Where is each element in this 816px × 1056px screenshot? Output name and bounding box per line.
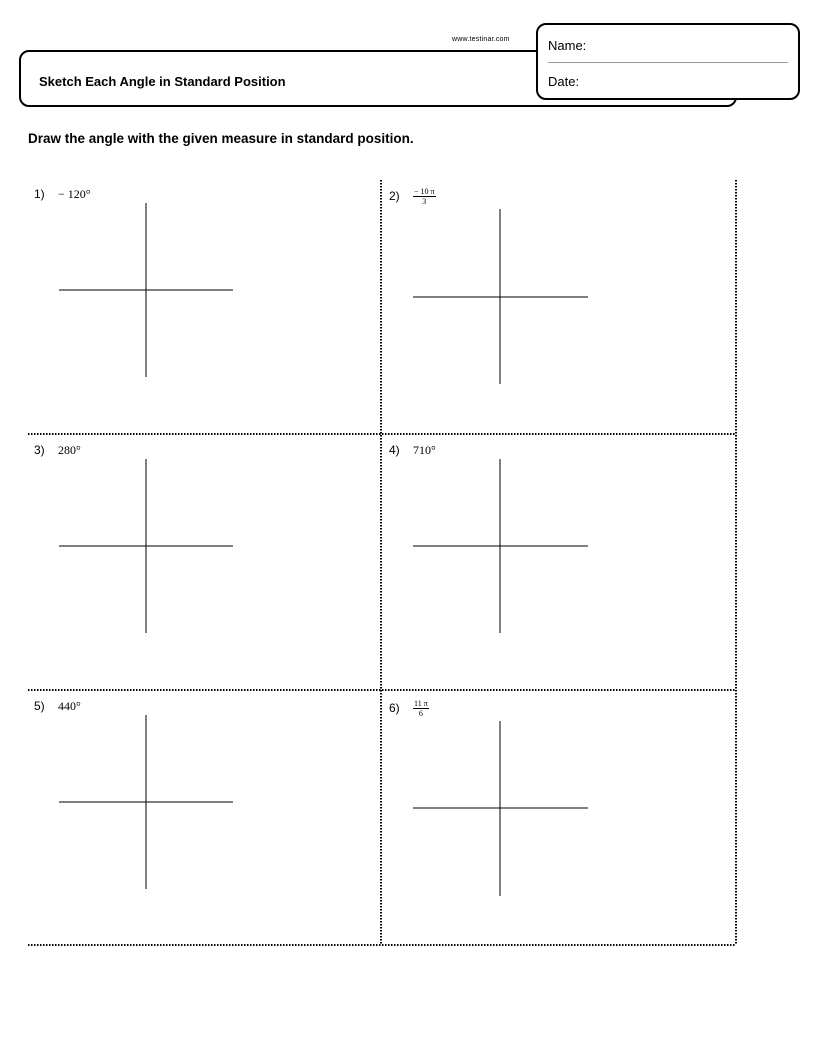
problem-4	[389, 443, 436, 458]
axes-4	[413, 459, 588, 633]
problem-2	[389, 187, 436, 206]
site-url: www.testinar.com	[452, 36, 510, 43]
problem-angle-fraction	[413, 187, 436, 206]
problem-angle: 280°	[58, 443, 81, 457]
problem-5	[34, 699, 81, 714]
axes-5	[59, 715, 233, 889]
problem-angle: − 120°	[58, 187, 91, 201]
fraction-numerator: 11 π	[414, 699, 428, 708]
problem-number: 4)	[389, 443, 400, 457]
axes-2	[413, 209, 588, 384]
problem-number: 6)	[389, 700, 400, 715]
axes-3	[59, 459, 233, 633]
axes-6	[413, 721, 588, 896]
problem-angle: 440°	[58, 699, 81, 713]
problem-angle-fraction	[413, 699, 429, 718]
worksheet-title: Sketch Each Angle in Standard Position	[39, 74, 286, 89]
problem-number: 1)	[34, 187, 45, 201]
problem-number: 5)	[34, 699, 45, 713]
problem-6	[389, 699, 429, 718]
problem-angle: 710°	[413, 443, 436, 457]
date-label: Date:	[548, 74, 580, 89]
problem-3	[34, 443, 81, 458]
fraction-numerator: − 10 π	[414, 187, 435, 196]
instructions: Draw the angle with the given measure in standard position.	[28, 131, 414, 146]
problem-number: 2)	[389, 188, 400, 203]
problem-1	[34, 187, 91, 202]
problem-number: 3)	[34, 443, 45, 457]
fraction-denominator: 6	[418, 709, 423, 718]
name-label: Name:	[548, 38, 587, 53]
axes-1	[59, 203, 233, 377]
fraction-denominator: 3	[422, 197, 427, 206]
